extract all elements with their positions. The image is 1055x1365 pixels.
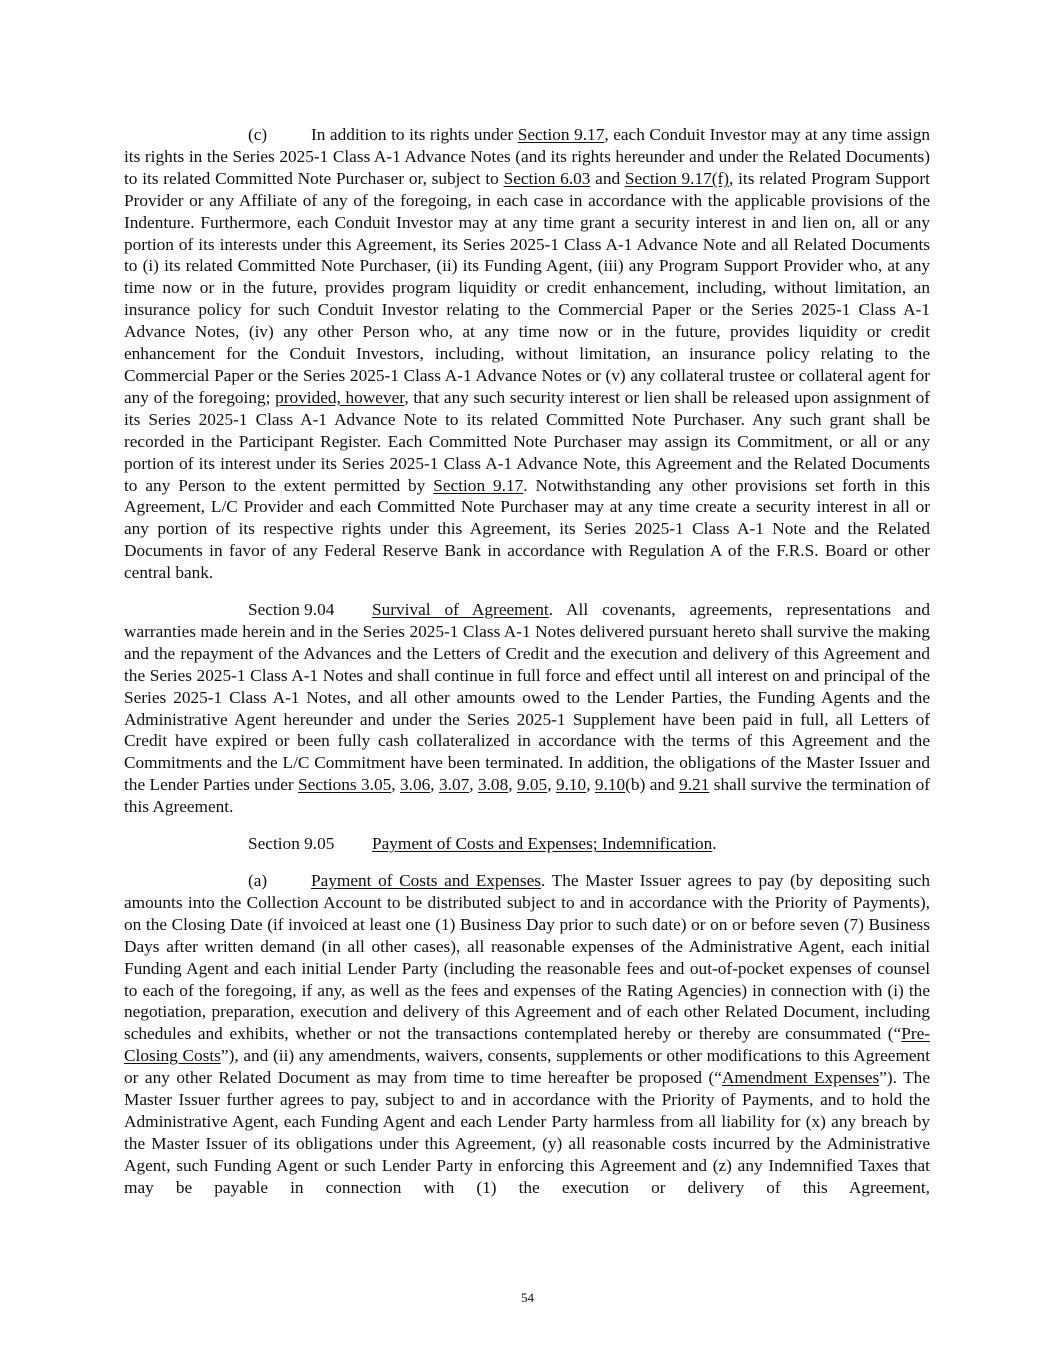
paragraph-9-05-a [124, 870, 930, 1199]
section-reference: 3.08 [477, 775, 509, 795]
section-reference: 3.06 [400, 775, 431, 795]
clause-heading: Payment of Costs and Expenses [311, 871, 542, 890]
text: , [547, 775, 556, 795]
proviso-term: provided, however [275, 387, 405, 407]
text: ”), and (ii) any amendments, waivers, consents, supplements or other modifications to this Agreement or any other Related Document as may from time to time hereafter be proposed (“ [124, 1046, 930, 1088]
section-reference: 9.10 [594, 775, 626, 795]
section-reference: Section 9.17(f) [624, 168, 730, 188]
section-9-05-heading [124, 833, 930, 855]
clause-label: (a) [248, 871, 268, 890]
page-number: 54 [521, 1290, 534, 1305]
section-number: Section 9.04 [248, 600, 335, 620]
section-number: Section 9.05 [248, 834, 335, 854]
text: In addition to its rights under [311, 125, 518, 144]
section-heading: Survival of Agreement [372, 600, 549, 620]
section-reference: Section 9.17 [517, 125, 605, 144]
section-reference: Section 6.03 [503, 168, 591, 188]
text: ”). The Master Issuer further agrees to pay, subject to and in accordance with the Priority of Payments, and to hold the Administrative Agent, each Funding Agent and each Lender Party harmless from all liability for (x) any breach by the Master Issuer of its obligations under this Agreement, (y) all reasonable costs incurred by the Administrative Agent, such Funding Agent or such Lender Party in enforcing this Agreement and (z) any Indemnified Taxes that may be payable in connection with (1) the execution or delivery of this Agreement, [124, 1068, 930, 1197]
section-reference: Sections 3.05 [298, 775, 392, 795]
document-page [124, 124, 930, 1214]
text: , [586, 775, 595, 795]
clause-label: (c) [248, 125, 268, 144]
text: shall survive the termination of this Agreement. [124, 775, 931, 817]
text: , [391, 775, 400, 795]
text: , its related Program Support Provider or any Affiliate of any of the foregoing, in each case in accordance with the applicable provisions of the Indenture. Furthermore, each Conduit Investor may at any time grant a security interest in and lien on, all or any portion of its interests under this Agreement, its Series 2025-1 Class A-1 Advance Note and all Related Documents to (i) its related Committed Note Purchaser, (ii) its Funding Agent, (iii) any Program Support Provider who, at any time now or in the future, provides program liquidity or credit enhancement, including, without limitation, an insurance policy for such Conduit Investor relating to the Commercial Paper or the Series 2025-1 Class A-1 Advance Notes, (iv) any other Person who, at any time now or in the future, provides liquidity or credit enhancement for the Conduit Investors, including, without limitation, an insurance policy relating to the Commercial Paper or the Series 2025-1 Class A-1 Advance Notes or (v) any collateral trustee or collateral agent for any of the foregoing; [124, 168, 930, 407]
section-reference: 9.10 [555, 775, 587, 795]
defined-term: Amendment Expenses [721, 1068, 880, 1088]
text: (b) and [625, 775, 680, 795]
section-reference: 3.07 [438, 775, 470, 795]
paragraph-9-03-c [124, 124, 930, 584]
text: , each Conduit Investor may at any time assign its rights in the Series 2025-1 Class A-1 Advance Notes (and its rights hereunder and under the Related Documents) to its related Committed Note Purchaser or, subject to [124, 125, 930, 188]
section-9-04 [124, 599, 930, 818]
text: . The Master Issuer agrees to pay (by depositing such amounts into the Collection Account to be distributed subject to and in accordance with the Priority of Payments), on the Closing Date (if invoiced at least one (1) Business Day prior to such date) or on or before seven (7) Business Days after written demand (in all other cases), all reasonable expenses of the Administrative Agent, each initial Funding Agent and each initial Lender Party (including the reasonable fees and out-of-pocket expenses of counsel to each of the foregoing, if any, as well as the fees and expenses of the Rating Agencies) in connection with (i) the negotiation, preparation, execution and delivery of this Agreement and of each other Related Document, including schedules and exhibits, whether or not the transactions contemplated hereby or thereby are consummated (“ [124, 871, 930, 1044]
section-reference: 9.21 [679, 775, 710, 795]
text: , [430, 775, 439, 795]
text: and [590, 168, 625, 188]
section-heading: Payment of Costs and Expenses; Indemnification [372, 834, 713, 854]
text: , that any such security interest or lien shall be released upon assignment of its Series 2025-1 Class A-1 Advance Note to its related Committed Note Purchaser. Any such grant shall be recorded in the Participant Register. Each Committed Note Purchaser may assign its Commitment, or all or any portion of its interest under its Series 2025-1 Class A-1 Advance Note, this Agreement and the Related Documents to any Person to the extent permitted by [124, 387, 931, 495]
text: . Notwithstanding any other provisions set forth in this Agreement, L/C Provider and each Committed Note Purchaser may at any time create a security interest in all or any portion of its respective rights under this Agreement, its Series 2025-1 Class A-1 Note and the Related Documents in favor of any Federal Reserve Bank in accordance with Regulation A of the F.R.S. Board or other central bank. [124, 475, 931, 583]
section-reference: 9.05 [516, 775, 548, 795]
text: . All covenants, agreements, representations and warranties made herein and in the Series 2025-1 Class A-1 Notes delivered pursuant hereto shall survive the making and the repayment of the Advances and the Letters of Credit and the execution and delivery of this Agreement and the Series 2025-1 Class A-1 Notes and shall continue in full force and effect until all interest on and principal of the Series 2025-1 Class A-1 Notes, and all other amounts owed to the Lender Parties, the Funding Agents and the Administrative Agent hereunder and under the Series 2025-1 Supplement have been paid in full, all Letters of Credit have expired or been fully cash collateralized in accordance with the terms of this Agreement and the Commitments and the L/C Commitment have been terminated. In addition, the obligations of the Master Issuer and the Lender Parties under [124, 600, 930, 795]
section-reference: Section 9.17 [433, 475, 524, 495]
text: . [712, 834, 717, 854]
defined-term: Pre-Closing Costs [124, 1024, 930, 1066]
text: , [469, 775, 478, 795]
text: , [508, 775, 517, 795]
